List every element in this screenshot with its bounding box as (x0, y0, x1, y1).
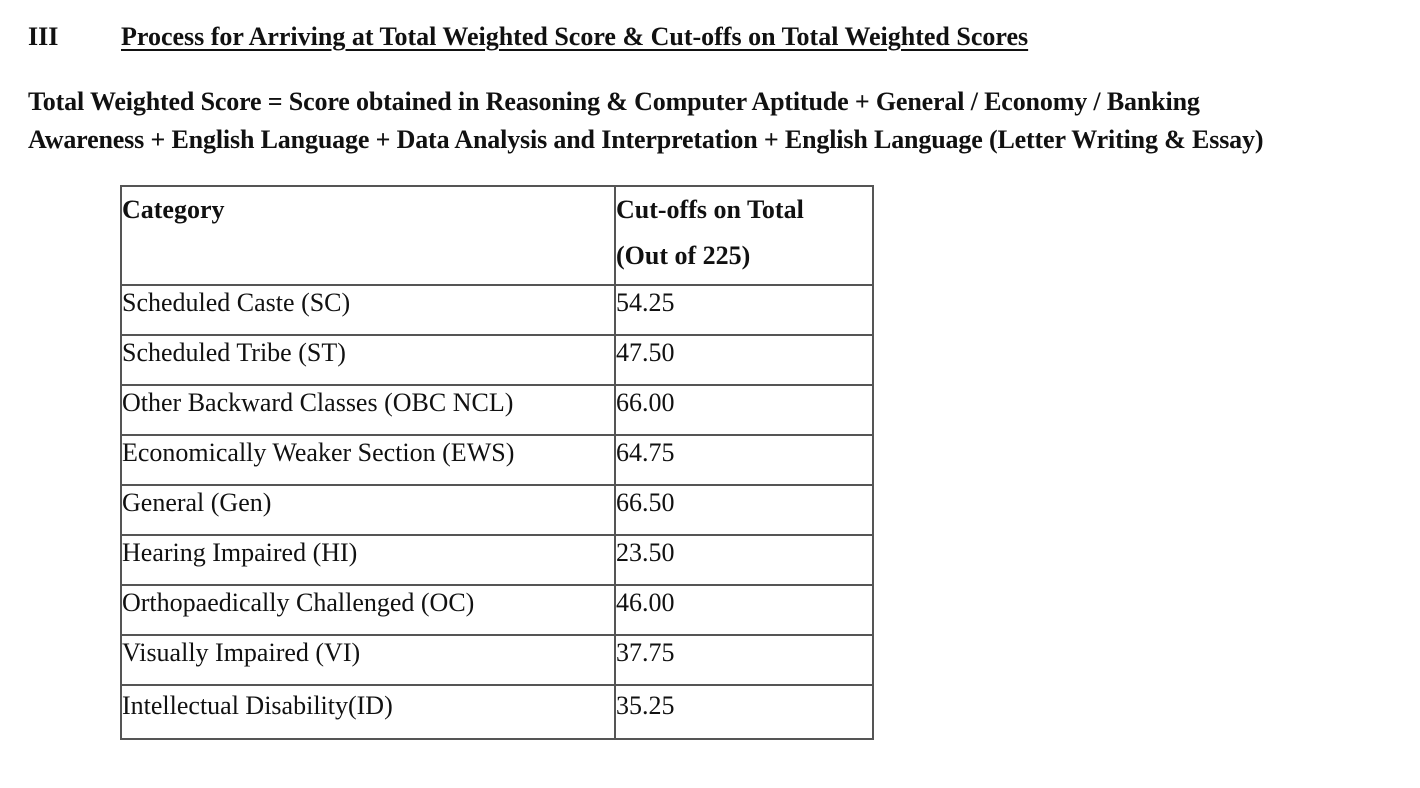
cutoff-cell: 64.75 (615, 435, 873, 485)
cutoff-cell: 46.00 (615, 585, 873, 635)
category-cell: Scheduled Caste (SC) (121, 285, 615, 335)
formula-line-1: Total Weighted Score = Score obtained in Reasoning & Computer Aptitude + General / Economy / Banking (28, 87, 1200, 116)
category-cell: Hearing Impaired (HI) (121, 535, 615, 585)
table-row (121, 535, 873, 585)
cutoff-cell: 54.25 (615, 285, 873, 335)
table-row (121, 585, 873, 635)
cutoff-cell: 35.25 (615, 685, 873, 739)
table-row (121, 685, 873, 739)
table-row (121, 435, 873, 485)
category-cell: General (Gen) (121, 485, 615, 535)
table-row (121, 635, 873, 685)
category-cell: Visually Impaired (VI) (121, 635, 615, 685)
formula-line-2: Awareness + English Language + Data Analysis and Interpretation + English Language (Letter Writing & Essay) (28, 125, 1264, 154)
cutoff-header-line-1: Cut-offs on Total (616, 195, 804, 224)
cutoff-cell: 37.75 (615, 635, 873, 685)
table-header-row (121, 186, 873, 285)
cutoff-cell: 23.50 (615, 535, 873, 585)
table-row (121, 285, 873, 335)
cutoff-column-header (615, 186, 873, 285)
table-row (121, 485, 873, 535)
category-cell: Scheduled Tribe (ST) (121, 335, 615, 385)
table-row (121, 385, 873, 435)
table-row (121, 335, 873, 385)
section-heading (28, 19, 1028, 55)
weighted-score-formula (28, 83, 1420, 159)
cutoff-cell: 66.00 (615, 385, 873, 435)
cutoff-table (120, 185, 874, 740)
category-cell: Orthopaedically Challenged (OC) (121, 585, 615, 635)
section-title: Process for Arriving at Total Weighted Score & Cut-offs on Total Weighted Scores (121, 22, 1029, 51)
cutoff-header-line-2: (Out of 225) (616, 241, 751, 270)
category-column-header: Category (121, 186, 615, 285)
category-cell: Economically Weaker Section (EWS) (121, 435, 615, 485)
cutoff-cell: 66.50 (615, 485, 873, 535)
cutoff-cell: 47.50 (615, 335, 873, 385)
category-cell: Intellectual Disability(ID) (121, 685, 615, 739)
section-number: III (28, 22, 59, 51)
category-cell: Other Backward Classes (OBC NCL) (121, 385, 615, 435)
